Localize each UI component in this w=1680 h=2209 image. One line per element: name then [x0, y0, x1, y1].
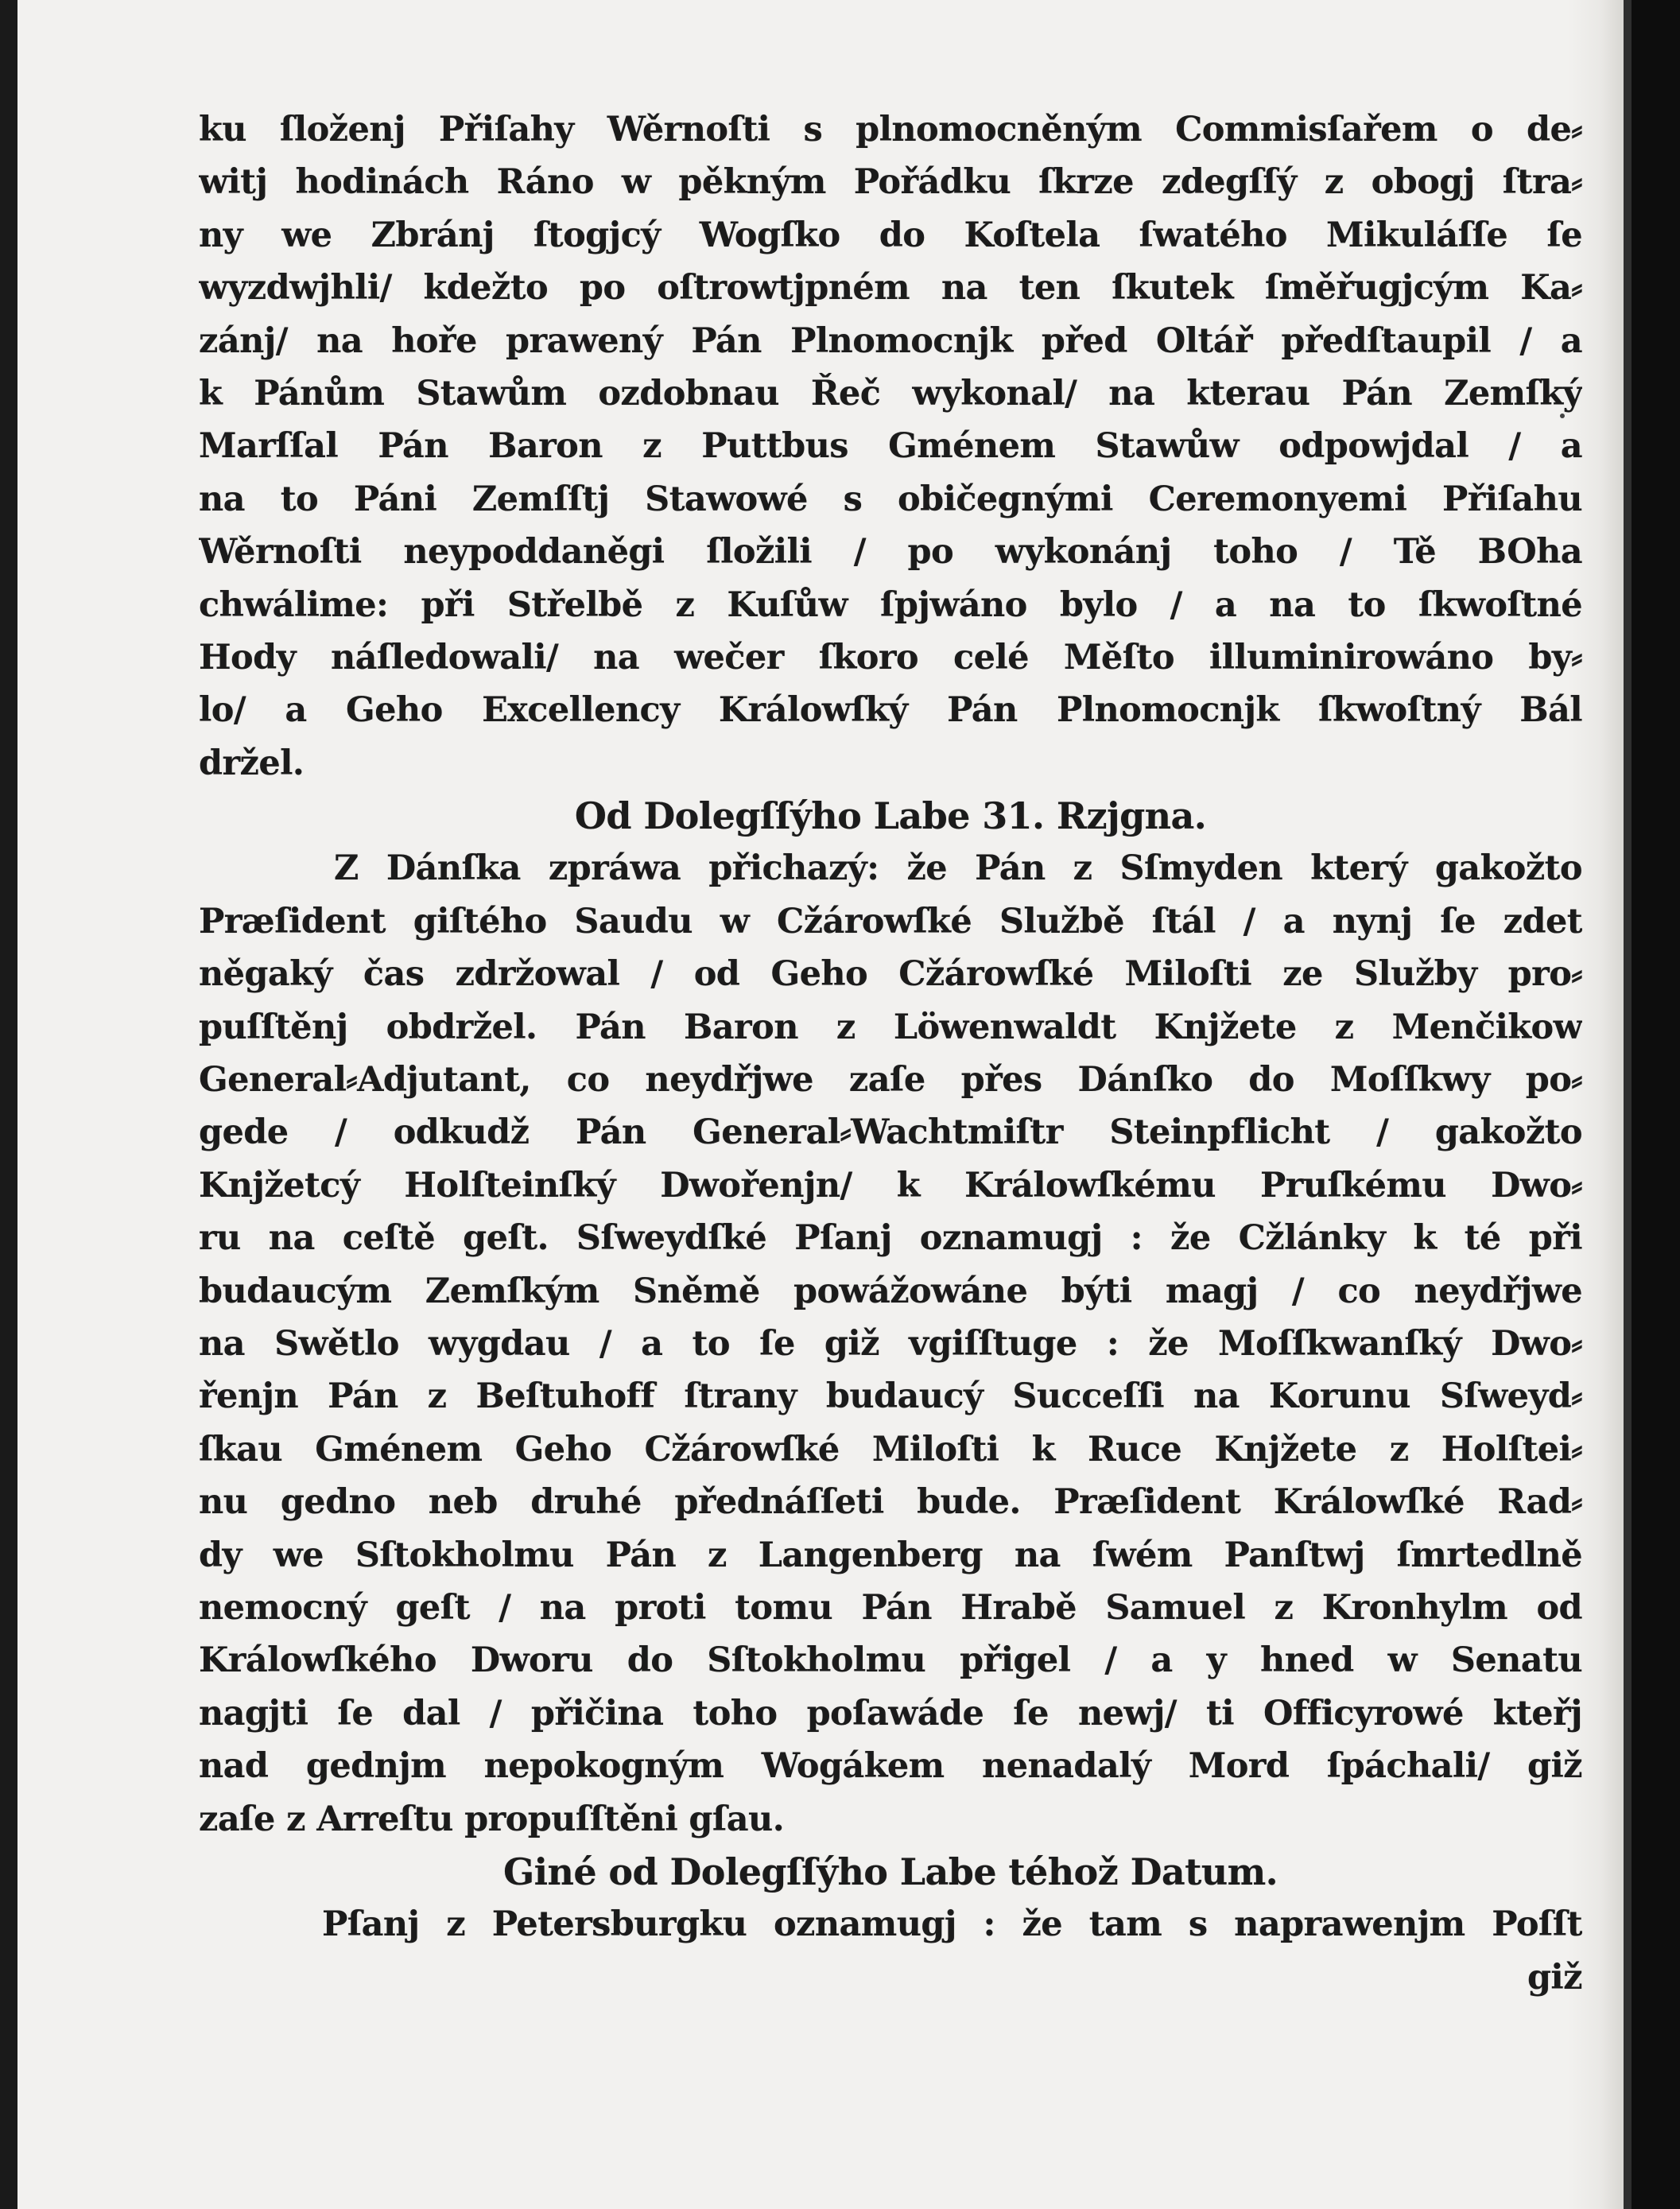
text-line: něgaký čas zdržowal / od Geho Cžárowſké Miloſti ze Služby pro⸗ [199, 954, 1582, 995]
text-line: witj hodinách Ráno w pěkným Pořádku ſkrze zdegſſý z obogj ſtra⸗ [199, 162, 1582, 203]
section-heading-dateline: Giné od Dolegſſýho Labe téhož Datum. [502, 1850, 1278, 1893]
text-line: Z Dánſka zpráwa přichazý: že Pán z Sſmyden který gakožto [334, 848, 1582, 889]
text-line: na to Páni Zemſſtj Stawowé s običegnými Ceremonyemi Přiſahu [199, 479, 1582, 519]
body-text [199, 103, 1582, 2004]
text-line: ny we Zbránj ſtogjcý Wogſko do Koſtela ſwatého Mikuláſſe ſe [199, 215, 1582, 255]
text-line: Marſſal Pán Baron z Puttbus Gménem Stawůw odpowjdal / a [199, 426, 1582, 467]
paragraph-2 [199, 842, 1582, 1845]
text-line: na Swětlo wygdau / a to ſe giž vgiſſtuge : že Moſſkwanſký Dwo⸗ [199, 1323, 1582, 1364]
text-line: puſſtěnj obdržel. Pán Baron z Löwenwaldt Knjžete z Menčikow [199, 1007, 1582, 1047]
text-line: chwálime: při Střelbě z Kuſůw ſpjwáno bylo / a na to ſkwoſtné [199, 584, 1582, 625]
text-line: wyzdwjhli/ kdežto po oſtrowtjpném na ten ſkutek ſměřugjcým Ka⸗ [199, 268, 1582, 309]
text-line: Králowſkého Dworu do Sſtokholmu přigel / a y hned w Senatu [199, 1640, 1582, 1681]
text-line: řenjn Pán z Beſtuhoff ſtrany budaucý Succeſſi na Korunu Sſweyd⸗ [199, 1376, 1582, 1417]
document-page [17, 0, 1624, 2209]
text-line: ku ſloženj Přiſahy Wěrnoſti s plnomocněným Commisſařem o de⸗ [199, 110, 1582, 149]
text-line: nad gednjm nepokogným Wogákem nenadalý Mord ſpáchali/ giž [199, 1746, 1582, 1787]
text-line: ru na ceſtě geſt. Sſweydſké Pſanj oznamugj : že Cžlánky k té při [199, 1218, 1582, 1259]
paragraph-3 [199, 1898, 1582, 1951]
paragraph-1 [199, 103, 1582, 790]
text-line: zánj/ na hoře prawený Pán Plnomocnjk před Oltář předſtaupil / a [199, 320, 1582, 361]
text-line: nemocný geſt / na proti tomu Pán Hrabě Samuel z Kronhylm od [199, 1587, 1582, 1628]
text-line: dy we Sſtokholmu Pán z Langenberg na ſwém Panſtwj ſmrtedlně [199, 1535, 1582, 1575]
text-line: k Pánům Stawům ozdobnau Řeč wykonal/ na kterau Pán Zemſký [199, 373, 1582, 413]
text-line: držel. [199, 743, 305, 783]
text-line: Præſident giſtého Saudu w Cžárowſké Službě ſtál / a nynj ſe zdet [199, 901, 1582, 941]
section-heading-dateline: Od Dolegſſýho Labe 31. Rzjgna. [574, 794, 1207, 838]
text-line: Knjžetcý Holſteinſký Dwořenjn/ k Králowſkému Pruſkému Dwo⸗ [199, 1165, 1582, 1205]
text-line: Wěrnoſti neypoddaněgi ſložili / po wykonánj toho / Tě BOha [199, 532, 1582, 573]
scanner-border-strip [1624, 0, 1632, 2209]
text-line: ſkau Gménem Geho Cžárowſké Miloſti k Ruce Knjžete z Holſtei⸗ [199, 1429, 1582, 1469]
text-line: gede / odkudž Pán General⸗Wachtmiſtr Steinpflicht / gakožto [199, 1112, 1582, 1153]
text-line: General⸗Adjutant, co neydřjwe zaſe přes Dánſko do Moſſkwy po⸗ [199, 1060, 1582, 1101]
text-line: nagjti ſe dal / přičina toho poſawáde ſe newj/ ti Officyrowé kteřj [199, 1693, 1582, 1733]
text-line: Pſanj z Petersburgku oznamugj : že tam s naprawenjm Poſſt [322, 1904, 1582, 1945]
text-line: nu gedno neb druhé přednáſſeti bude. Præſident Králowſké Rad⸗ [199, 1482, 1582, 1523]
catchword: giž [1527, 1957, 1582, 1997]
text-line: Hody náſledowali/ na wečer ſkoro celé Měſto illuminirowáno by⸗ [199, 637, 1582, 677]
text-line: budaucým Zemſkým Sněmě powážowáne býti magj / co neydřjwe [199, 1271, 1582, 1311]
text-line: zaſe z Arreſtu propuſſtěni gſau. [199, 1799, 785, 1839]
scanner-border [1624, 0, 1680, 2209]
text-line: lo/ a Geho Excellency Králowſký Pán Plnomocnjk ſkwoſtný Bál [199, 690, 1582, 731]
